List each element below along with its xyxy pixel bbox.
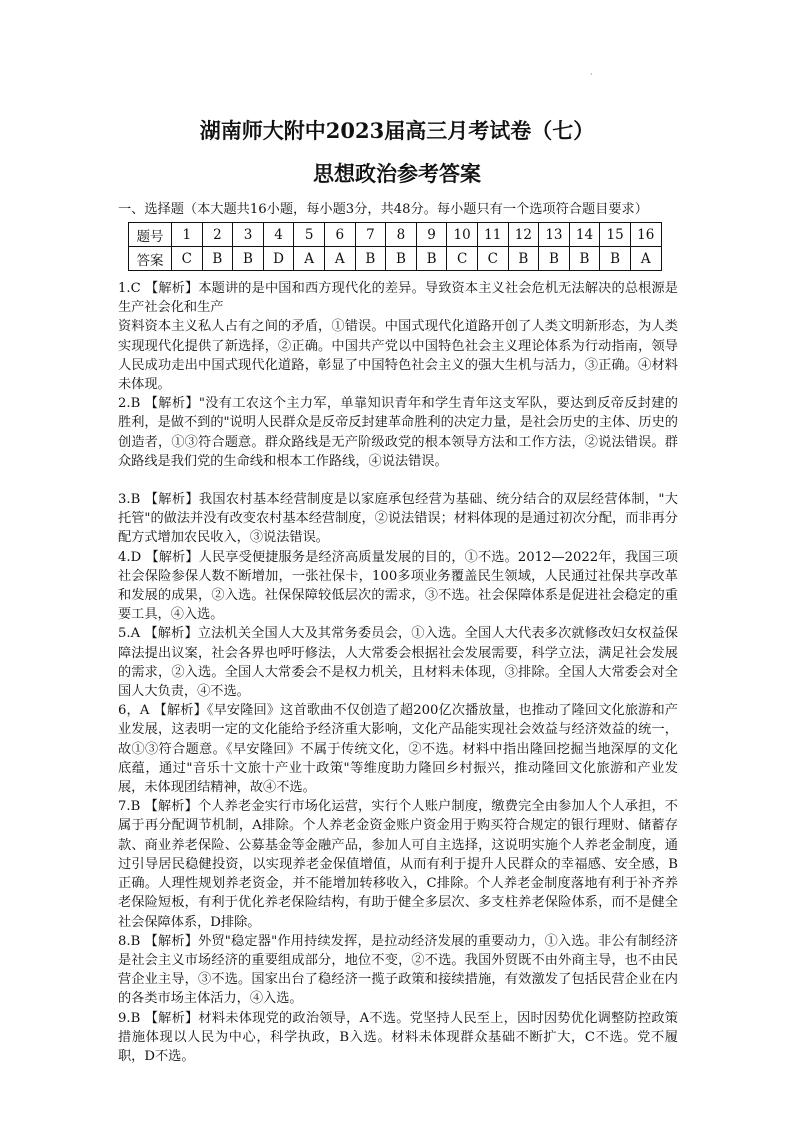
answer-cell: D [263,247,294,271]
answer-cell: C [172,247,203,271]
explanation-paragraph: 7.B 【解析】个人养老金实行市场化运营，实行个人账户制度，缴费完全由参加人个人承担，不属于再分配调节机制，A排除。个人养老金资金账户资金用于购买符合规定的银行理财、储蓄存款、商业养老保险、公募基金等金融产品，参加人可自主选择，这说明实施个人养老金制度，通过引导居民稳健投资，以实现养老金保值增值，从而有利于提升人民群众的幸福感、安全感，B正确。人理性规划养老资金，并不能增加转移收入，C排除。个人养老金制度落地有利于补齐养老保险短板，有利于优化养老保险结构，有助于健全多层次、多支柱养老保险体系，而不是健全社会保障体系，D排除。 [118,799,678,930]
answer-cell: B [416,247,447,271]
answer-cell: B [355,247,386,271]
question-number: 7 [355,223,386,247]
question-number: 6 [324,223,355,247]
answer-cell: A [324,247,355,271]
corner-mark: · [590,70,593,79]
question-number: 3 [233,223,264,247]
answer-cell: C [477,247,508,271]
explanation-paragraph: 3.B 【解析】我国农村基本经营制度是以家庭承包经营为基础、统分结合的双层经营体制，"大托管"的做法并没有改变农村基本经营制度，②说法错误；材料体现的是通过初次分配，而非再分配方式增加农民收入，③说法错误。 [118,492,678,546]
answer-cell: A [630,247,661,271]
question-number: 9 [416,223,447,247]
question-number: 8 [386,223,417,247]
answer-cell: B [539,247,570,271]
question-number: 5 [294,223,325,247]
row-label-answer: 答案 [129,247,172,271]
exam-title: 湖南师大附中2023届高三月考试卷（七） [199,118,595,143]
question-number: 11 [477,223,508,247]
question-number: 13 [539,223,570,247]
explanation-paragraph: 1.C 【解析】本题讲的是中国和西方现代化的差异。导致资本主义社会危机无法解决的总根源是生产社会化和生产 [118,281,678,316]
explanation-paragraph: 9.B 【解析】材料未体现党的政治领导，A不选。党坚持人民至上，因时因势优化调整防控政策措施体现以人民为中心，科学执政，B入选。材料未体现群众基础不断扩大，C不选。党不履职，D不选。 [118,1010,678,1064]
section-heading: 一、选择题（本大题共16小题，每小题3分，共48分。每小题只有一个选项符合题目要求） [118,202,648,217]
explanation-paragraph: 6，A 【解析】《早安隆回》这首歌曲不仅创造了超200亿次播放量，也推动了隆回文化旅游和产业发展，这表明一定的文化能给予经济重大影响，文化产品能实现社会效益与经济效益的统一，故①③符合题意。《早安隆回》不属于传统文化，②不选。材料中指出隆回挖掘当地深厚的文化底蕴，通过"音乐十文旅十产业十政策"等维度助力隆回乡村振兴，推动隆回文化旅游和产业发展，未体现团结精神，故④不选。 [118,703,678,796]
question-number: 4 [263,223,294,247]
question-number: 16 [630,223,661,247]
answer-cell: B [600,247,631,271]
answer-table-number-row [129,223,662,247]
question-number: 12 [508,223,539,247]
answer-table-answer-row [129,247,662,271]
explanation-paragraph: 5.A 【解析】立法机关全国人大及其常务委员会，①入选。全国人大代表多次就修改妇女权益保障法提出议案，社会各界也呼吁修法，人大常委会根据社会发展需要，科学立法，满足社会发展的需求，②入选。全国人大常委会不是权力机关，且材料未体现，③排除。全国人大常委会对全国人大负责，④不选。 [118,626,678,700]
answer-cell: B [202,247,233,271]
question-number: 10 [447,223,478,247]
row-label-number: 题号 [129,223,172,247]
question-number: 14 [569,223,600,247]
explanations [118,279,678,1066]
explanation-paragraph: 资料资本主义私人占有之间的矛盾，①错误。中国式现代化道路开创了人类文明新形态，为人类实现现代化提供了新选择，②正确。中国共产党以中国特色社会主义理论体系为行动指南，领导人民成功走出中国式现代化道路，彰显了中国特色社会主义的强大生机与活力，③正确。④材料未体现。 [118,319,678,393]
exam-subtitle: 思想政治参考答案 [313,161,481,186]
answer-cell: B [386,247,417,271]
question-number: 15 [600,223,631,247]
explanation-paragraph: 4.D 【解析】人民享受便捷服务是经济高质量发展的目的，①不选。2012—2022年，我国三项社会保险参保人数不断增加，一张社保卡，100多项业务覆盖民生领域，人民通过社保共享改革和发展的成果，②入选。社保保障较低层次的需求，③不选。社会保障体系是促进社会稳定的重要工具，④入选。 [118,549,678,623]
question-number: 1 [172,223,203,247]
answer-cell: B [569,247,600,271]
answer-cell: A [294,247,325,271]
answer-cell: B [233,247,264,271]
question-number: 2 [202,223,233,247]
answer-cell: C [447,247,478,271]
answer-cell: B [508,247,539,271]
answer-table [128,222,662,271]
explanation-paragraph: 8.B 【解析】外贸"稳定器"作用持续发挥，是拉动经济发展的重要动力，①入选。非公有制经济是社会主义市场经济的重要组成部分，地位不变，②不选。我国外贸既不由外商主导，也不由民营企业主导，③不选。国家出台了稳经济一揽子政策和接续措施，有效激发了包括民营企业在内的各类市场主体活力，④入选。 [118,933,678,1007]
explanation-paragraph: 2.B 【解析】"没有工农这个主力军，单靠知识青年和学生青年这支军队，要达到反帝反封建的胜利，是做不到的"说明人民群众是反帝反封建革命胜利的决定力量，是社会历史的主体、历史的创造者，①③符合题意。群众路线是无产阶级政党的根本领导方法和工作方法，②说法错误。群众路线是我们党的生命线和根本工作路线，④说法错误。 [118,396,678,469]
